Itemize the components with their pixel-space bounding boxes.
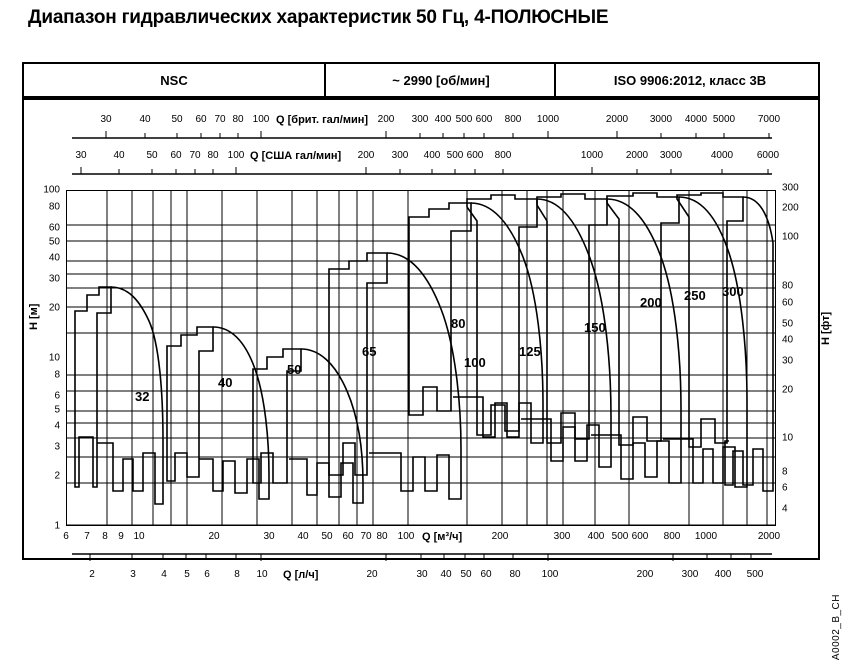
curve-label-80: 80 — [451, 316, 466, 331]
axis-top-usa-ticks — [66, 167, 778, 175]
curve-label-200: 200 — [640, 295, 662, 310]
axis-top-brit-label: Q [брит. гал/мин] — [276, 114, 369, 126]
header-standard: ISO 9906:2012, класс 3B — [554, 64, 824, 96]
curve-label-32: 32 — [135, 389, 150, 404]
curve-label-300: 300 — [722, 284, 744, 299]
chart-curves — [67, 191, 775, 525]
axis-bottom-m3h-label: Q [м³/ч] — [422, 531, 463, 543]
curve-label-50: 50 — [287, 362, 302, 377]
axis-bottom-lh-ticks — [66, 553, 778, 561]
plot-area — [66, 190, 776, 526]
header-box — [22, 62, 820, 98]
curve-label-100: 100 — [464, 355, 486, 370]
curve-label-125: 125 — [519, 344, 541, 359]
curve-label-150: 150 — [584, 320, 606, 335]
axis-right-label: H [фт] — [820, 311, 832, 345]
header-model: NSC — [160, 72, 188, 88]
header-speed: ~ 2990 [об/мин] — [324, 64, 556, 96]
chart-page: Диапазон гидравлических характеристик 50 Гц, 4-ПОЛЮСНЫЕ NSC ~ 2990 [об/мин] ISO 9906:2012, класс 3B 30 40 50 60 70 80 100 Q [брит. гал/мин] 200 300 400 500 600 800 1000 2000 3000 4000 5000 7000 30 40 50 60 70 80 100 Q [США гал/мин] 200 300 400 500 600 800 1000 2000 3000 4000 6000 H [м] 1 2 3 4 5 6 8 10 20 30 40 50 60 80 100 H [фт] 4 6 8 10 20 30 40 50 60 80 100 200 300 32 40 50 65 80 100 125 150 200 250 300 6 7 8 9 10 20 30 40 50 60 70 80 100 Q [м³/ч] 200 300 400 500 600 800 1000 2000 2 3 4 5 6 8 10 Q [л/ч] 20 30 40 50 60 80 100 200 300 400 500 A0002_B_CH — [0, 0, 848, 602]
curve-label-65: 65 — [362, 344, 377, 359]
axis-top-usa-label: Q [США гал/мин] — [250, 150, 342, 162]
axis-bottom-lh-label: Q [л/ч] — [283, 569, 319, 581]
curve-label-40: 40 — [218, 375, 233, 390]
document-code: A0002_B_CH — [831, 594, 842, 660]
page-title: Диапазон гидравлических характеристик 50 Гц, 4-ПОЛЮСНЫЕ — [28, 7, 609, 28]
curve-label-250: 250 — [684, 288, 706, 303]
axis-top-brit-ticks — [66, 131, 778, 139]
axis-left-label: H [м] — [28, 303, 40, 330]
